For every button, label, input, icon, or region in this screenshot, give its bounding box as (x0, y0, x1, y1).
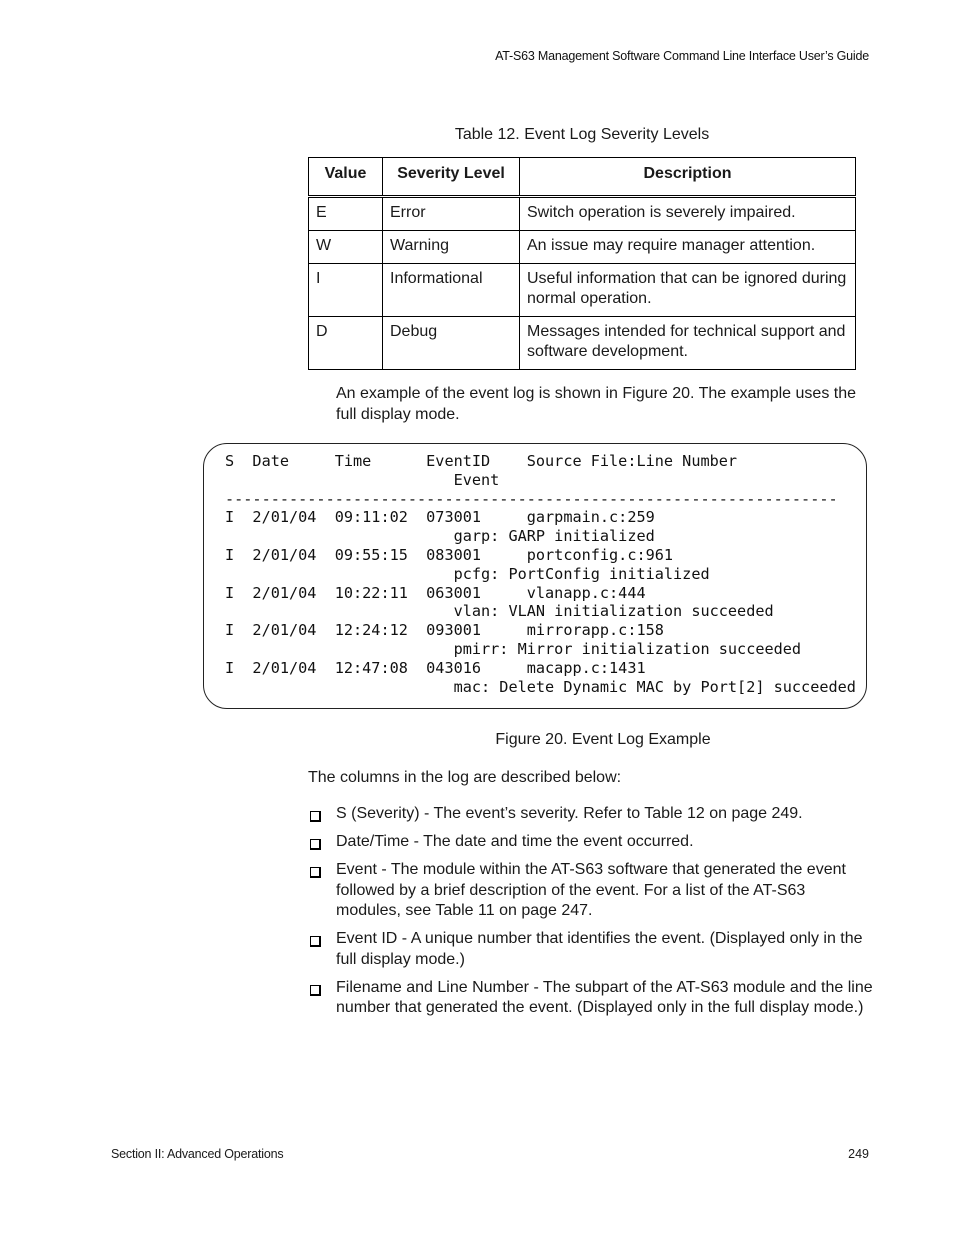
table-header-row (309, 158, 856, 197)
code-example-box (203, 443, 867, 709)
list-item-text: S (Severity) - The event’s severity. Refer to Table 12 on page 249. (336, 805, 803, 822)
table-row (309, 231, 856, 264)
list-item (308, 860, 874, 922)
list-item-text: Date/Time - The date and time the event occurred. (336, 833, 694, 850)
running-header: AT-S63 Management Software Command Line Interface User’s Guide (495, 49, 869, 63)
figure-caption: Figure 20. Event Log Example (495, 731, 711, 748)
footer-section: Section II: Advanced Operations (111, 1147, 284, 1161)
column-header-description: Description (520, 158, 856, 197)
table-row (309, 197, 856, 231)
cell-description: An issue may require manager attention. (520, 231, 856, 264)
box-bullet-icon (310, 985, 321, 996)
list-item (308, 804, 874, 825)
list-item-text: Event ID - A unique number that identifies the event. (Displayed only in the full display mode.) (336, 930, 863, 968)
table-row (309, 317, 856, 370)
column-description-list (308, 804, 874, 1026)
table-caption: Table 12. Event Log Severity Levels (454, 126, 710, 143)
cell-description: Messages intended for technical support and software development. (520, 317, 856, 370)
page-number: 249 (848, 1147, 869, 1161)
list-item (308, 929, 874, 970)
cell-severity-level: Warning (383, 231, 520, 264)
intro-paragraph: An example of the event log is shown in Figure 20. The example uses the full display mode. (336, 385, 857, 423)
cell-severity-level: Debug (383, 317, 520, 370)
cell-value: W (309, 231, 383, 264)
column-header-value: Value (309, 158, 383, 197)
list-item (308, 832, 874, 853)
columns-intro: The columns in the log are described below: (308, 769, 622, 786)
list-item-text: Event - The module within the AT-S63 software that generated the event followed by a brief description of the event. For a list of the AT-S63 modules, see Table 11 on page 247. (336, 861, 846, 919)
cell-severity-level: Error (383, 197, 520, 231)
column-header-severity-level: Severity Level (383, 158, 520, 197)
event-log-code: S Date Time EventID Source File:Line Number Event ------------------------------------------------------------------- I 2/01/04 09:11:02 073001 garpmain.c:259 garp: GARP initialized I 2/01/04 09:55:15 083001 portconfig.c:961 pcfg: PortConfig initialized I 2/01/04 10:22:11 063001 vlanapp.c:444 vlan: VLAN initialization succeeded I 2/01/04 12:24:12 093001 mirrorapp.c:158 pmirr: Mirror initialization succeeded I 2/01/04 12:47:08 043016 macapp.c:1431 mac: Delete Dynamic MAC by Port[2] succeeded (225, 452, 856, 696)
box-bullet-icon (310, 867, 321, 878)
box-bullet-icon (310, 811, 321, 822)
list-item-text: Filename and Line Number - The subpart of the AT-S63 module and the line number that generated the event. (Displayed only in the full display mode.) (336, 978, 873, 1016)
cell-value: I (309, 264, 383, 317)
severity-table (308, 157, 856, 370)
box-bullet-icon (310, 839, 321, 850)
box-bullet-icon (310, 936, 321, 947)
table-row (309, 264, 856, 317)
cell-value: D (309, 317, 383, 370)
cell-description: Switch operation is severely impaired. (520, 197, 856, 231)
cell-severity-level: Informational (383, 264, 520, 317)
cell-value: E (309, 197, 383, 231)
list-item (308, 978, 874, 1019)
cell-description: Useful information that can be ignored during normal operation. (520, 264, 856, 317)
